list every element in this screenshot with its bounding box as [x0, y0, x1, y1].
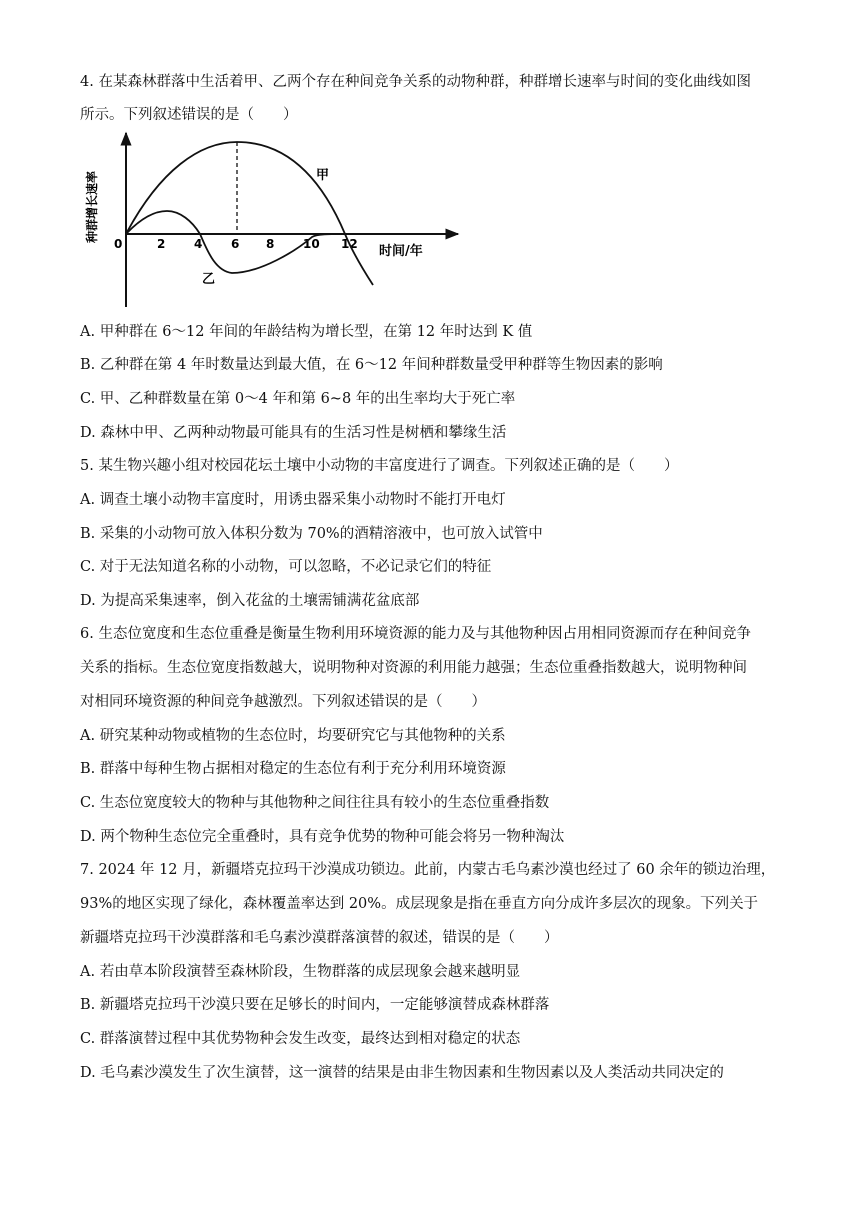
q5-option-a: A. 调查土壤小动物丰富度时，用诱虫器采集小动物时不能打开电灯 [80, 492, 506, 508]
curve-jia [126, 142, 373, 285]
x-tick-2: 2 [157, 237, 166, 251]
x-tick-10: 10 [303, 237, 320, 251]
q7-option-b: B. 新疆塔克拉玛干沙漠只要在足够长的时间内，一定能够演替成森林群落 [80, 997, 550, 1013]
q7-stem-line2: 93%的地区实现了绿化，森林覆盖率达到 20%。成层现象是指在垂直方向分成许多层次的现象。下列关于 [80, 896, 759, 912]
q6-option-b: B. 群落中每种生物占据相对稳定的生态位有利于充分利用环境资源 [80, 761, 506, 777]
q6-stem-line1: 6. 生态位宽度和生态位重叠是衡量生物利用环境资源的能力及与其他物种因占用相同资源而存在种间竞争 [80, 626, 751, 642]
q5-option-c: C. 对于无法知道名称的小动物，可以忽略，不必记录它们的特征 [80, 559, 492, 575]
q5-option-d: D. 为提高采集速率，倒入花盆的土壤需铺满花盆底部 [80, 593, 420, 609]
q5-stem-line1: 5. 某生物兴趣小组对校园花坛土壤中小动物的丰富度进行了调查。下列叙述正确的是（ ） [80, 458, 679, 474]
q6-option-a: A. 研究某种动物或植物的生态位时，均要研究它与其他物种的关系 [80, 728, 506, 744]
q4-option-d: D. 森林中甲、乙两种动物最可能具有的生活习性是树栖和攀缘生活 [80, 425, 507, 441]
q6-option-c: C. 生态位宽度较大的物种与其他物种之间往往具有较小的生态位重叠指数 [80, 795, 550, 811]
y-axis-label: 种群增长速率 [85, 170, 99, 244]
q6-option-d: D. 两个物种生态位完全重叠时，具有竞争优势的物种可能会将另一物种淘汰 [80, 829, 565, 845]
x-axis-label: 时间/年 [379, 244, 423, 259]
q4-option-c: C. 甲、乙种群数量在第 0～4 年和第 6~8 年的出生率均大于死亡率 [80, 391, 516, 407]
q7-option-a: A. 若由草本阶段演替至森林阶段，生物群落的成层现象会越来越明显 [80, 964, 521, 980]
x-tick-8: 8 [266, 237, 275, 251]
q4-option-b: B. 乙种群在第 4 年时数量达到最大值，在 6～12 年间种群数量受甲种群等生物因素的影响 [80, 357, 663, 373]
series-label-yi: 乙 [202, 272, 216, 287]
q4-stem-line2: 所示。下列叙述错误的是（ ） [80, 107, 298, 123]
series-label-jia: 甲 [316, 168, 330, 183]
q6-stem-line2: 关系的指标。生态位宽度指数越大，说明物种对资源的利用能力越强；生态位重叠指数越大，说明物种间 [80, 660, 747, 676]
q7-stem-line3: 新疆塔克拉玛干沙漠群落和毛乌素沙漠群落演替的叙述，错误的是（ ） [80, 930, 559, 946]
origin-label: 0 [114, 237, 123, 251]
q7-stem-line1: 7. 2024 年 12 月，新疆塔克拉玛干沙漠成功锁边。此前，内蒙古毛乌素沙漠也经过了 60 余年的锁边治理， [80, 862, 776, 878]
q5-option-b: B. 采集的小动物可放入体积分数为 70%的酒精溶液中，也可放入试管中 [80, 526, 543, 542]
x-tick-6: 6 [231, 237, 240, 251]
x-tick-4: 4 [194, 237, 203, 251]
q4-option-a: A. 甲种群在 6～12 年间的年龄结构为增长型，在第 12 年时达到 K 值 [80, 324, 533, 340]
q4-growth-rate-chart [80, 125, 470, 315]
x-tick-12: 12 [341, 237, 358, 251]
q7-option-c: C. 群落演替过程中其优势物种会发生改变，最终达到相对稳定的状态 [80, 1031, 521, 1047]
q6-stem-line3: 对相同环境资源的种间竞争越激烈。下列叙述错误的是（ ） [80, 694, 486, 710]
q7-option-d: D. 毛乌素沙漠发生了次生演替，这一演替的结果是由非生物因素和生物因素以及人类活动共同决定的 [80, 1065, 724, 1081]
q4-stem-line1: 4. 在某森林群落中生活着甲、乙两个存在种间竞争关系的动物种群，种群增长速率与时间的变化曲线如图 [80, 74, 751, 90]
